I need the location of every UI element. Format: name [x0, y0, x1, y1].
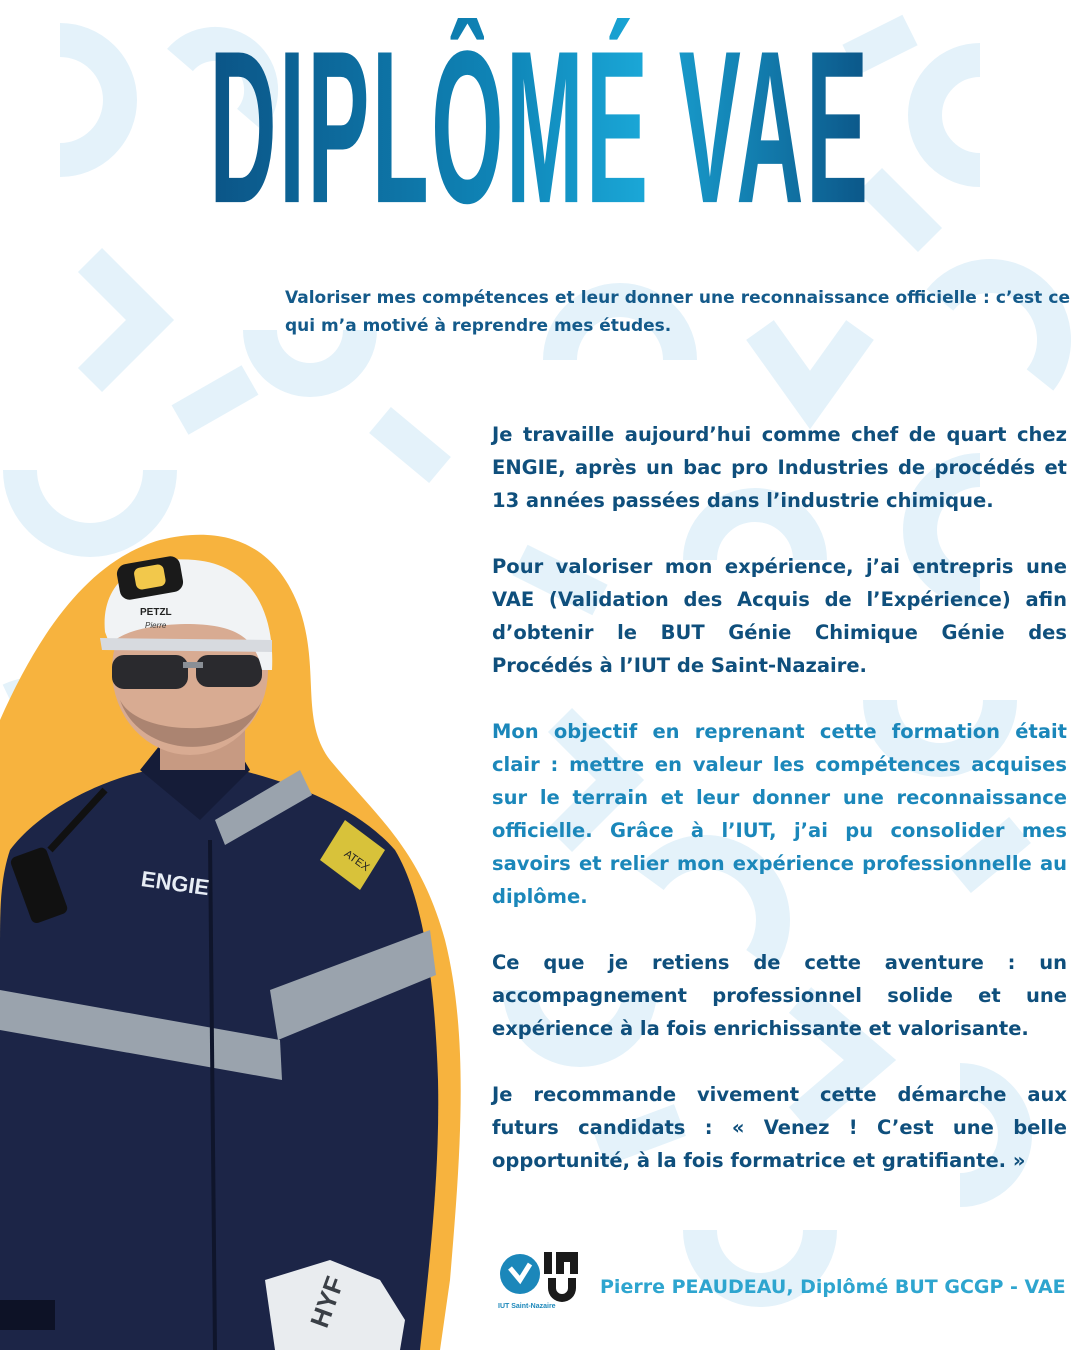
- paragraph-5: Je recommande vivement cette démarche aux futurs candidats : « Venez ! C’est une belle opportunité, à la fois formatrice et gratifiante. »: [492, 1083, 1067, 1172]
- helmet-brand: PETZL: [140, 607, 172, 618]
- signature: Pierre PEAUDEAU, Diplômé BUT GCGP - VAE: [600, 1276, 1066, 1298]
- logo-caption: IUT Saint-Nazaire: [498, 1303, 556, 1310]
- subtitle-quote: Valoriser mes compétences et leur donner une reconnaissance officielle : c’est ce qui m’a motivé à reprendre mes études.: [285, 288, 1070, 336]
- svg-text:ATEX: ATEX: [341, 848, 372, 874]
- paragraph-3: Mon objectif en reprenant cette formation était clair : mettre en valeur les compétences acquises sur le terrain et leur donner une reconnaissance officielle. Grâce à l’IUT, j’ai pu consolider mes savoirs et relier mon expérience professionnelle au diplôme.: [492, 720, 1067, 908]
- svg-text:HYF: HYF: [304, 1272, 351, 1332]
- worker-photo: [0, 520, 470, 1350]
- engie-chest-logo: ENGIE: [139, 866, 211, 901]
- paragraph-2: Pour valoriser mon expérience, j’ai entrepris une VAE (Validation des Acquis de l’Expérience) afin d’obtenir le BUT Génie Chimique Génie des Procédés à l’IUT de Saint-Nazaire.: [492, 555, 1067, 677]
- page-title: DIPLÔMÉ VAE: [205, 18, 875, 236]
- paragraph-1: Je travaille aujourd’hui comme chef de quart chez ENGIE, après un bac pro Industries de procédés et 13 années passées dans l’industrie chimique.: [492, 423, 1067, 512]
- svg-text:Pierre: Pierre: [145, 621, 167, 630]
- testimonial-body: [492, 418, 1067, 1210]
- paragraph-4: Ce que je retiens de cette aventure : un accompagnement professionnel solide et une expérience à la fois enrichissante et valorisante.: [492, 951, 1067, 1040]
